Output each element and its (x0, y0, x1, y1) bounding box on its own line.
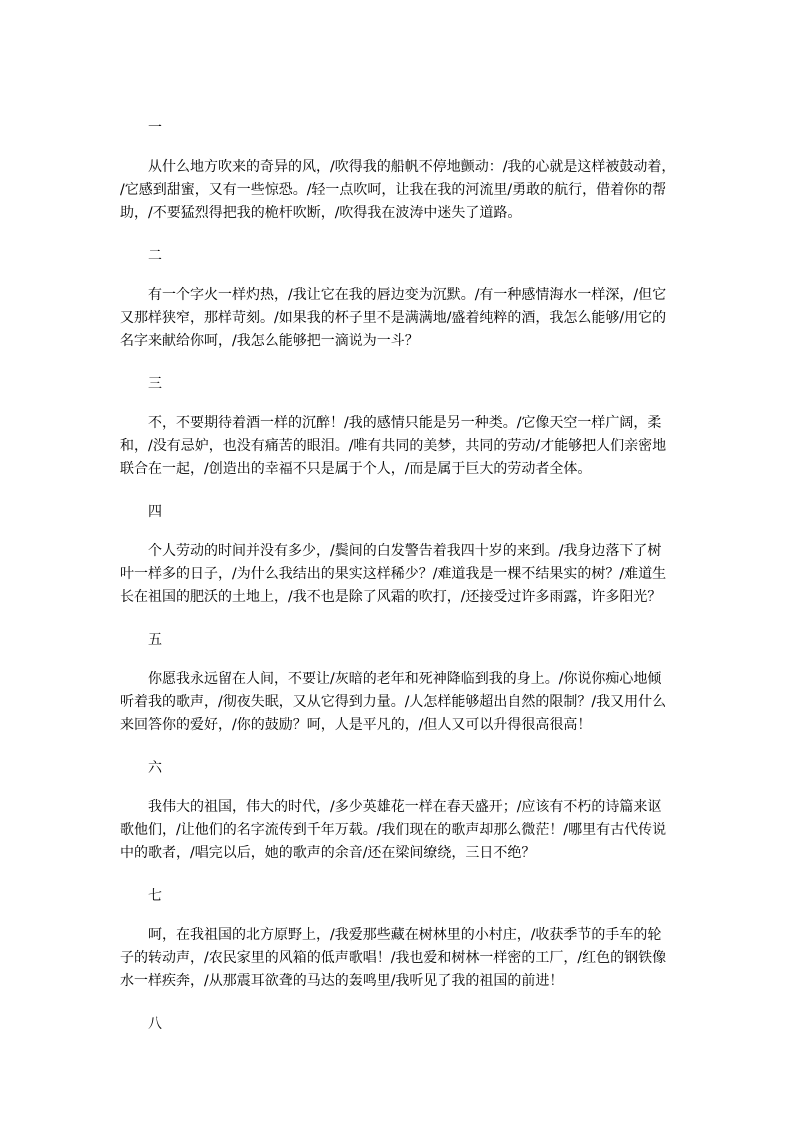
paragraph-line: 从什么地方吹来的奇异的风，/吹得我的船帆不停地颤动：/我的心就是这样被鼓动着， (148, 159, 676, 175)
document-page (120, 117, 690, 1055)
poem-section (120, 245, 690, 353)
paragraph-line: 和，/没有忌妒，也没有痛苦的眼泪。/唯有共同的美梦，共同的劳动/才能够把人们亲密地 (120, 438, 667, 454)
poem-section (120, 629, 690, 737)
paragraph-line: 你愿我永远留在人间，不要让/灰暗的老年和死神降临到我的身上。/你说你痴心地倾 (148, 671, 662, 687)
section-heading: 七 (148, 888, 162, 904)
poem-section (120, 501, 690, 609)
section-heading: 一 (148, 120, 162, 136)
section-paragraph (120, 284, 690, 353)
paragraph-line: 歌他们，/让他们的名字流传到千年万载。/我们现在的歌声却那么微茫！/哪里有古代传说 (120, 822, 667, 838)
section-paragraph (120, 796, 690, 865)
section-heading: 三 (148, 376, 162, 392)
section-heading: 六 (148, 760, 162, 776)
paragraph-line: 又那样狭窄，那样苛刻。/如果我的杯子里不是满满地/盛着纯粹的酒，我怎么能够/用它的 (120, 310, 667, 326)
paragraph-line: 来回答你的爱好，/你的鼓励？呵，人是平凡的，/但人又可以升得很高很高！ (120, 717, 592, 733)
paragraph-line: 个人劳动的时间并没有多少，/鬓间的白发警告着我四十岁的来到。/我身边落下了树 (148, 543, 662, 559)
poem-section (120, 373, 690, 481)
paragraph-line: 不，不要期待着酒一样的沉醉！/我的感情只能是另一种类。/它像天空一样广阔，柔 (148, 415, 662, 431)
poem-section (120, 117, 690, 225)
section-paragraph (120, 412, 690, 481)
paragraph-line: 助，/不要猛烈得把我的桅杆吹断，/吹得我在波涛中迷失了道路。 (120, 205, 522, 221)
paragraph-line: 联合在一起，/创造出的幸福不只是属于个人，/而是属于巨大的劳动者全体。 (120, 461, 592, 477)
paragraph-line: 子的转动声，/农民家里的风箱的低声歌唱！/我也爱和树林一样密的工厂，/红色的钢铁像 (120, 950, 667, 966)
paragraph-line: 我伟大的祖国，伟大的时代，/多少英雄花一样在春天盛开；/应该有不朽的诗篇来讴 (148, 799, 662, 815)
paragraph-line: 叶一样多的日子，/为什么我结出的果实这样稀少？/难道我是一棵不结果实的树？/难道生 (120, 566, 667, 582)
section-heading: 四 (148, 504, 162, 520)
paragraph-line: 名字来献给你呵，/我怎么能够把一滴说为一斗？ (120, 333, 419, 349)
poem-section (120, 1013, 690, 1035)
paragraph-line: 长在祖国的肥沃的土地上，/我不也是除了风霜的吹打，/还接受过许多雨露，许多阳光？ (120, 589, 662, 605)
section-heading: 八 (148, 1016, 162, 1032)
paragraph-line: 呵，在我祖国的北方原野上，/我爱那些藏在树林里的小村庄，/收获季节的手车的轮 (148, 927, 662, 943)
section-heading: 五 (148, 632, 162, 648)
section-heading: 二 (148, 248, 162, 264)
paragraph-line: 有一个字火一样灼热，/我让它在我的唇边变为沉默。/有一种感情海水一样深，/但它 (148, 287, 667, 303)
section-paragraph (120, 540, 690, 609)
paragraph-line: 听着我的歌声，/彻夜失眠，又从它得到力量。/人怎样能够超出自然的限制？/我又用什么 (120, 694, 667, 710)
paragraph-line: 水一样疾奔，/从那震耳欲聋的马达的轰鸣里/我听见了我的祖国的前进！ (120, 973, 564, 989)
paragraph-line: /它感到甜蜜，又有一些惊恐。/轻一点吹呵，让我在我的河流里/勇敢的航行，借着你的帮 (120, 182, 667, 198)
section-paragraph (120, 924, 690, 993)
poem-section (120, 757, 690, 865)
section-paragraph (120, 156, 690, 225)
paragraph-line: 中的歌者，/唱完以后，她的歌声的余音/还在梁间缭绕，三日不绝？ (120, 845, 536, 861)
poem-section (120, 885, 690, 993)
section-paragraph (120, 668, 690, 737)
